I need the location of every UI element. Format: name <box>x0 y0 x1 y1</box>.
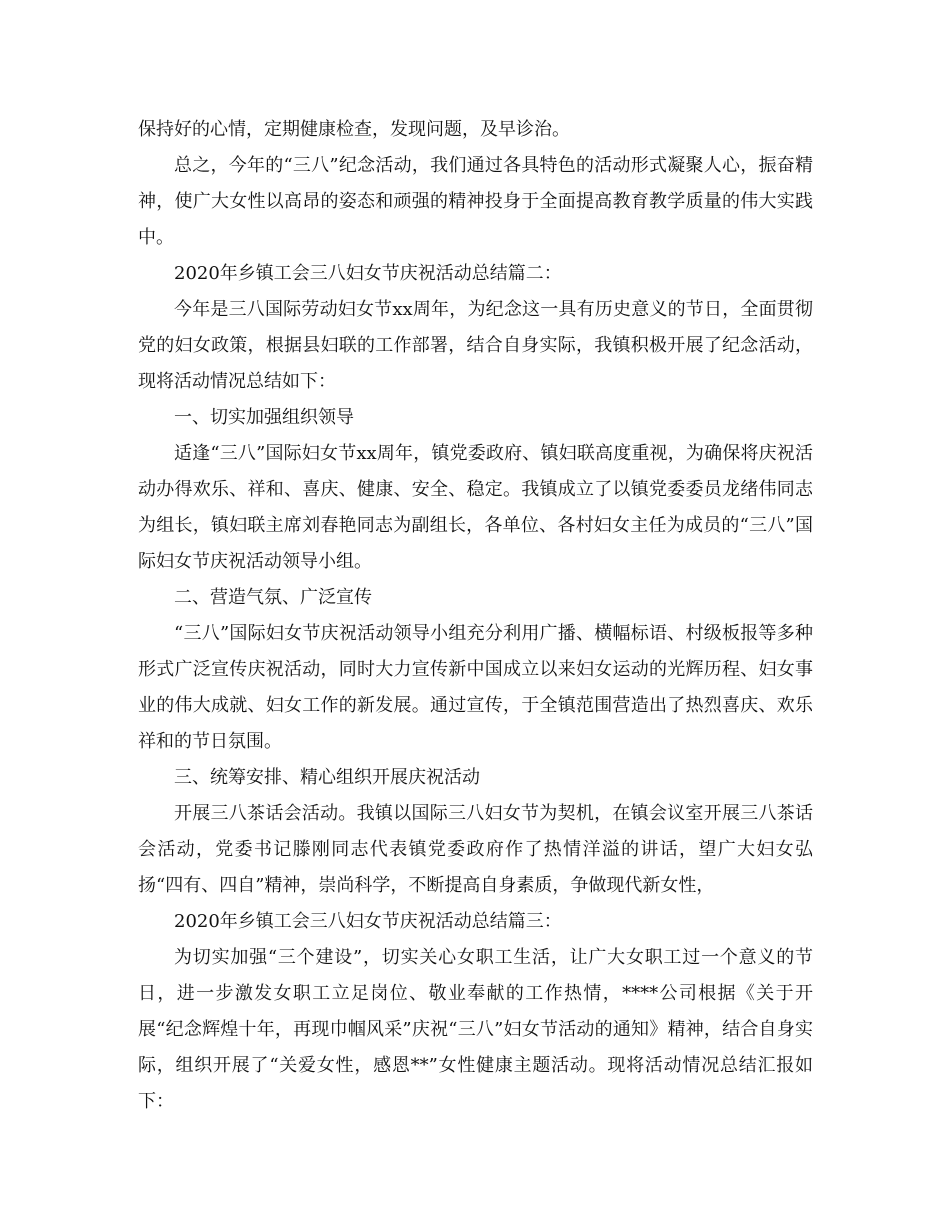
section-heading-part-two: 2020年乡镇工会三八妇女节庆祝活动总结篇二： <box>174 263 562 284</box>
paragraph-intro-three: 为切实加强“三个建设”，切实关心女职工生活，让广大女职工过一个意义的节日，进一步激发女职工立足岗位、敬业奉献的工作热情，****公司根据《关于开展“纪念辉煌十年，再现巾帼风采”庆祝“三八”妇女节活动的通知》精神，结合自身实际，组织开展了“关爱女性，感恩**”女性健康主题活动。现将活动情况总结汇报如下： <box>138 947 813 1112</box>
paragraph-organization: 适逢“三八”国际妇女节xx周年，镇党委政府、镇妇联高度重视，为确保将庆祝活动办得欢乐、祥和、喜庆、健康、安全、稳定。我镇成立了以镇党委委员龙绪伟同志为组长，镇妇联主席刘春艳同志为副组长，各单位、各村妇女主任为成员的“三八”国际妇女节庆祝活动领导小组。 <box>138 443 813 572</box>
document-body <box>138 112 813 1120</box>
paragraph-continuation: 保持好的心情，定期健康检查，发现问题，及早诊治。 <box>138 119 570 140</box>
paragraph-tea-party: 开展三八茶话会活动。我镇以国际三八妇女节为契机，在镇会议室开展三八茶话会活动，党委书记滕刚同志代表镇党委政府作了热情洋溢的讲话，望广大妇女弘扬“四有、四自”精神，崇尚科学，不断提高自身素质，争做现代新女性， <box>138 803 813 896</box>
subheading-publicity: 二、营造气氛、广泛宣传 <box>174 587 372 608</box>
subheading-organization: 一、切实加强组织领导 <box>174 407 354 428</box>
paragraph-intro-two: 今年是三八国际劳动妇女节xx周年，为纪念这一具有历史意义的节日，全面贯彻党的妇女政策，根据县妇联的工作部署，结合自身实际，我镇积极开展了纪念活动，现将活动情况总结如下： <box>138 299 813 392</box>
paragraph-publicity: “三八”国际妇女节庆祝活动领导小组充分利用广播、横幅标语、村级板报等多种形式广泛宣传庆祝活动，同时大力宣传新中国成立以来妇女运动的光辉历程、妇女事业的伟大成就、妇女工作的新发展。通过宣传，于全镇范围营造出了热烈喜庆、欢乐祥和的节日氛围。 <box>138 623 813 752</box>
paragraph-conclusion: 总之，今年的“三八”纪念活动，我们通过各具特色的活动形式凝聚人心，振奋精神，使广大女性以高昂的姿态和顽强的精神投身于全面提高教育教学质量的伟大实践中。 <box>138 155 813 248</box>
section-heading-part-three: 2020年乡镇工会三八妇女节庆祝活动总结篇三： <box>174 911 562 932</box>
subheading-activities: 三、统筹安排、精心组织开展庆祝活动 <box>174 767 480 788</box>
